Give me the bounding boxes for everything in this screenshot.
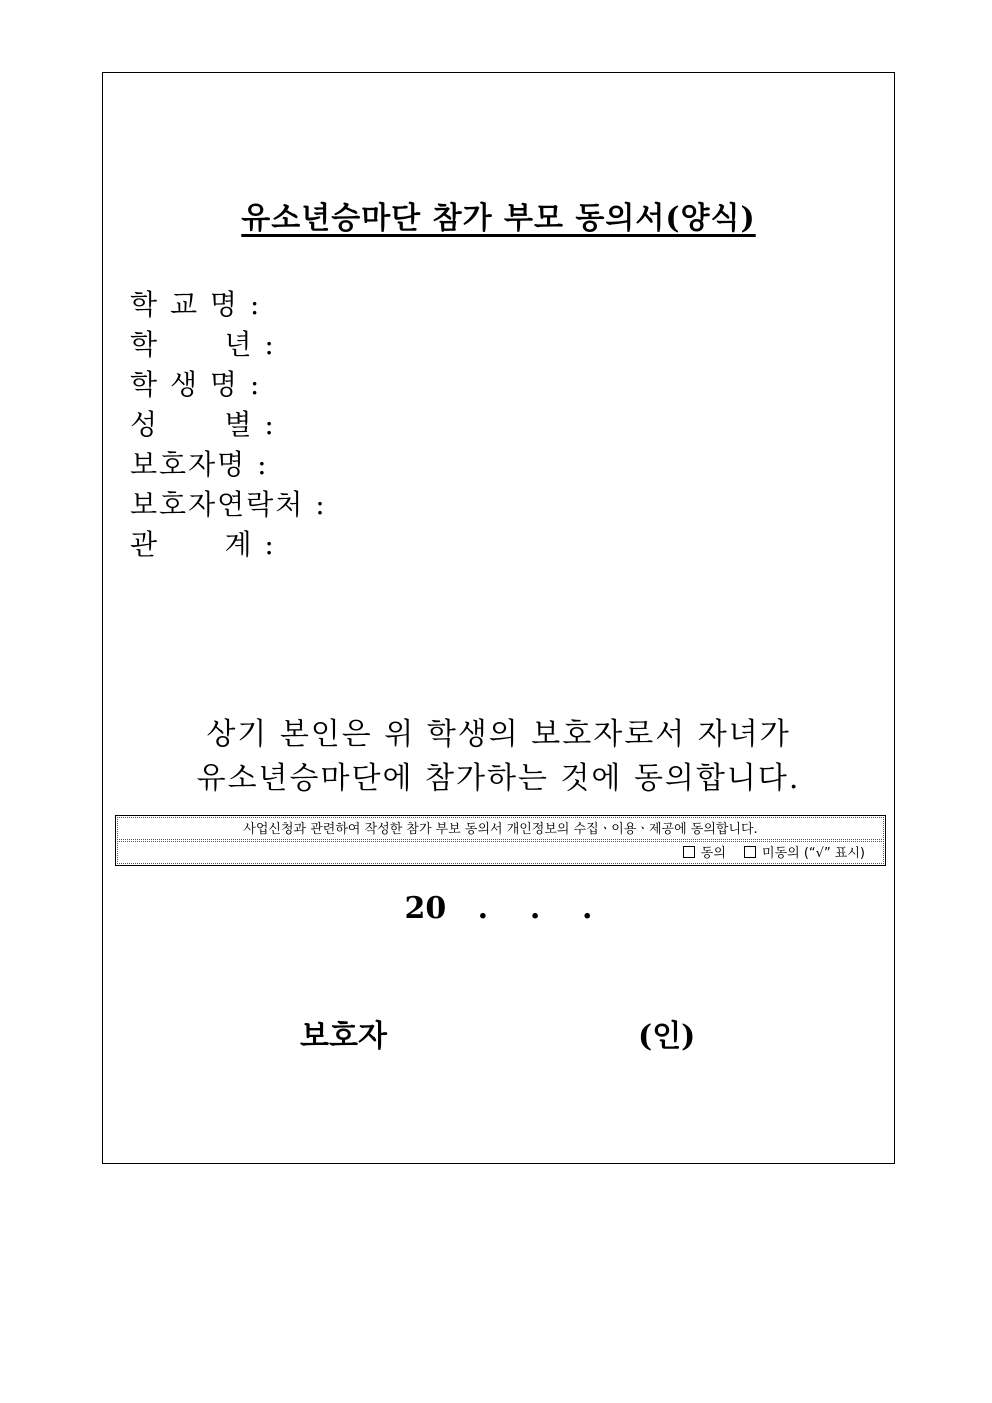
- field-gender: 성 별 :: [130, 408, 276, 441]
- privacy-consent-text: 사업신청과 관련하여 작성한 참가 부보 동의서 개인정보의 수집ㆍ이용ㆍ제공에 동의합니다.: [117, 817, 884, 840]
- field-school-name: 학 교 명 :: [130, 288, 262, 321]
- privacy-consent-box: [115, 815, 886, 866]
- field-relation: 관 계 :: [130, 528, 276, 561]
- agree-label: 동의: [700, 846, 726, 861]
- field-student-name: 학 생 명 :: [130, 368, 262, 401]
- statement-line-1: 상기 본인은 위 학생의 보호자로서 자녀가: [206, 717, 791, 752]
- privacy-consent-options: [117, 841, 884, 864]
- field-guardian-contact: 보호자연락처 :: [130, 488, 327, 521]
- guardian-label: 보호자: [300, 1019, 387, 1054]
- consent-statement: [103, 713, 894, 801]
- disagree-label: 미동의 (“√” 표시): [762, 846, 865, 861]
- seal-label: (인): [638, 1019, 696, 1054]
- statement-line-2: 유소년승마단에 참가하는 것에 동의합니다.: [196, 761, 801, 796]
- field-grade: 학 년 :: [130, 328, 276, 361]
- document-title: 유소년승마단 참가 부모 동의서(양식): [241, 201, 756, 236]
- agree-checkbox[interactable]: [683, 846, 695, 858]
- consent-form-frame: [102, 72, 895, 1164]
- field-list: [130, 285, 327, 565]
- date-line: 20 . . .: [404, 891, 593, 926]
- field-guardian-name: 보호자명 :: [130, 448, 269, 481]
- disagree-checkbox[interactable]: [744, 846, 756, 858]
